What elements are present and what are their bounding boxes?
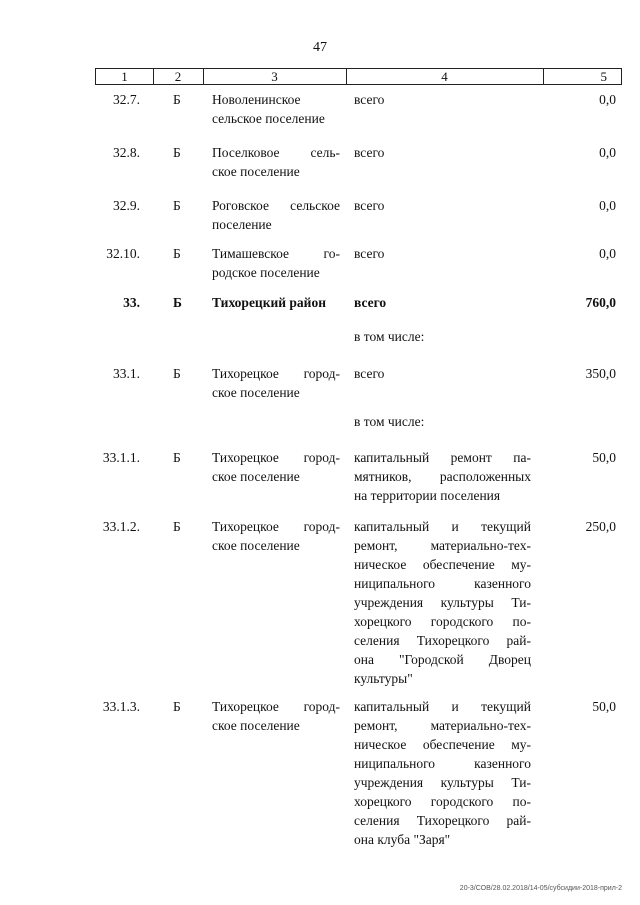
row-name-line: родское поселение bbox=[212, 265, 320, 280]
row-name-line: Тихорецкое город- bbox=[212, 450, 340, 465]
row-desc-line: капитальный и текущий bbox=[354, 519, 531, 534]
row-value: 250,0 bbox=[585, 519, 616, 534]
row-name-line: Новоленинское bbox=[212, 92, 301, 107]
row-desc bbox=[354, 143, 531, 162]
row-value: 0,0 bbox=[599, 246, 616, 261]
row-name-line: поселение bbox=[212, 217, 272, 232]
row-name-line: Тихорецкое город- bbox=[212, 699, 340, 714]
row-desc bbox=[354, 517, 531, 688]
row-value: 0,0 bbox=[599, 198, 616, 213]
row-number: 33. bbox=[123, 295, 140, 310]
row-desc-line: ремонт, материально-тех- bbox=[354, 538, 531, 553]
row-desc-line: ниципального казенного bbox=[354, 756, 531, 771]
row-value: 0,0 bbox=[599, 145, 616, 160]
row-name-line: Тихорецкий район bbox=[212, 295, 326, 310]
row-number: 32.7. bbox=[113, 92, 140, 107]
row-name-line: Поселковое сель- bbox=[212, 145, 340, 160]
row-desc bbox=[354, 364, 531, 383]
row-value: 50,0 bbox=[592, 699, 616, 714]
row-desc-line: селения Тихорецкого рай- bbox=[354, 633, 531, 648]
header-col-5: 5 bbox=[600, 69, 607, 84]
row-name-line: Роговское сельское bbox=[212, 198, 340, 213]
row-desc-line: всего bbox=[354, 246, 385, 261]
row-desc-line: ническое обеспечение му- bbox=[354, 737, 531, 752]
row-value: 350,0 bbox=[585, 366, 616, 381]
row-name bbox=[212, 90, 340, 128]
row-desc-line: мятников, расположенных bbox=[354, 469, 531, 484]
row-kind: Б bbox=[173, 198, 181, 213]
row-kind: Б bbox=[173, 246, 181, 261]
row-desc-line: капитальный ремонт па- bbox=[354, 450, 531, 465]
header-col-3: 3 bbox=[203, 69, 347, 84]
row-desc-line: всего bbox=[354, 145, 385, 160]
row-desc bbox=[354, 293, 531, 312]
row-name bbox=[212, 244, 340, 282]
row-name bbox=[212, 293, 340, 312]
row-desc-line: ниципального казенного bbox=[354, 576, 531, 591]
row-name-line: ское поселение bbox=[212, 718, 300, 733]
row-value: 0,0 bbox=[599, 92, 616, 107]
row-desc-line: ремонт, материально-тех- bbox=[354, 718, 531, 733]
row-number: 32.8. bbox=[113, 145, 140, 160]
row-number: 33.1.1. bbox=[102, 450, 140, 465]
row-value: 50,0 bbox=[592, 450, 616, 465]
row-desc-line: хорецкого городского по- bbox=[354, 794, 531, 809]
row-desc-line: она "Городской Дворец bbox=[354, 652, 531, 667]
row-desc bbox=[354, 697, 531, 849]
row-desc-line: всего bbox=[354, 198, 385, 213]
page-footer: 20-3/СОВ/28.02.2018/14-05/субсидии-2018-прил-2 bbox=[459, 885, 622, 892]
row-kind: Б bbox=[173, 699, 181, 714]
row-desc-line: она клуба "Заря" bbox=[354, 832, 451, 847]
row-desc-line: учреждения культуры Ти- bbox=[354, 775, 531, 790]
row-name bbox=[212, 448, 340, 486]
row-number: 32.9. bbox=[113, 198, 140, 213]
including-label: в том числе: bbox=[354, 329, 425, 344]
including-label: в том числе: bbox=[354, 414, 425, 429]
row-desc-line: всего bbox=[354, 366, 385, 381]
row-desc bbox=[354, 196, 531, 215]
row-kind: Б bbox=[173, 92, 181, 107]
row-desc-line: ническое обеспечение му- bbox=[354, 557, 531, 572]
row-desc-line: селения Тихорецкого рай- bbox=[354, 813, 531, 828]
row-name-line: сельское поселение bbox=[212, 111, 325, 126]
row-desc-line: на территории поселения bbox=[354, 488, 501, 503]
row-name bbox=[212, 697, 340, 735]
row-name bbox=[212, 364, 340, 402]
row-name bbox=[212, 517, 340, 555]
row-value: 760,0 bbox=[585, 295, 616, 310]
header-col-1: 1 bbox=[96, 69, 154, 84]
row-kind: Б bbox=[173, 366, 181, 381]
page-number: 47 bbox=[313, 40, 327, 55]
row-desc-line: капитальный и текущий bbox=[354, 699, 531, 714]
row-name-line: Тихорецкое город- bbox=[212, 366, 340, 381]
row-name-line: ское поселение bbox=[212, 538, 300, 553]
row-desc bbox=[354, 448, 531, 505]
row-desc-line: хорецкого городского по- bbox=[354, 614, 531, 629]
row-kind: Б bbox=[173, 145, 181, 160]
row-desc-line: учреждения культуры Ти- bbox=[354, 595, 531, 610]
row-desc-line: всего bbox=[354, 92, 385, 107]
row-name-line: ское поселение bbox=[212, 469, 300, 484]
row-kind: Б bbox=[173, 450, 181, 465]
row-number: 32.10. bbox=[106, 246, 140, 261]
row-name bbox=[212, 196, 340, 234]
header-col-2: 2 bbox=[153, 69, 204, 84]
row-name bbox=[212, 143, 340, 181]
row-desc bbox=[354, 90, 531, 109]
row-desc bbox=[354, 244, 531, 263]
row-kind: Б bbox=[173, 519, 181, 534]
row-number: 33.1.2. bbox=[102, 519, 140, 534]
row-number: 33.1. bbox=[113, 366, 140, 381]
row-kind: Б bbox=[173, 295, 182, 310]
row-name-line: Тихорецкое город- bbox=[212, 519, 340, 534]
row-name-line: ское поселение bbox=[212, 164, 300, 179]
row-desc-line: всего bbox=[354, 295, 387, 310]
table-header bbox=[95, 68, 622, 85]
row-number: 33.1.3. bbox=[102, 699, 140, 714]
header-col-4: 4 bbox=[346, 69, 544, 84]
row-name-line: Тимашевское го- bbox=[212, 246, 340, 261]
row-name-line: ское поселение bbox=[212, 385, 300, 400]
row-desc-line: культуры" bbox=[354, 671, 413, 686]
